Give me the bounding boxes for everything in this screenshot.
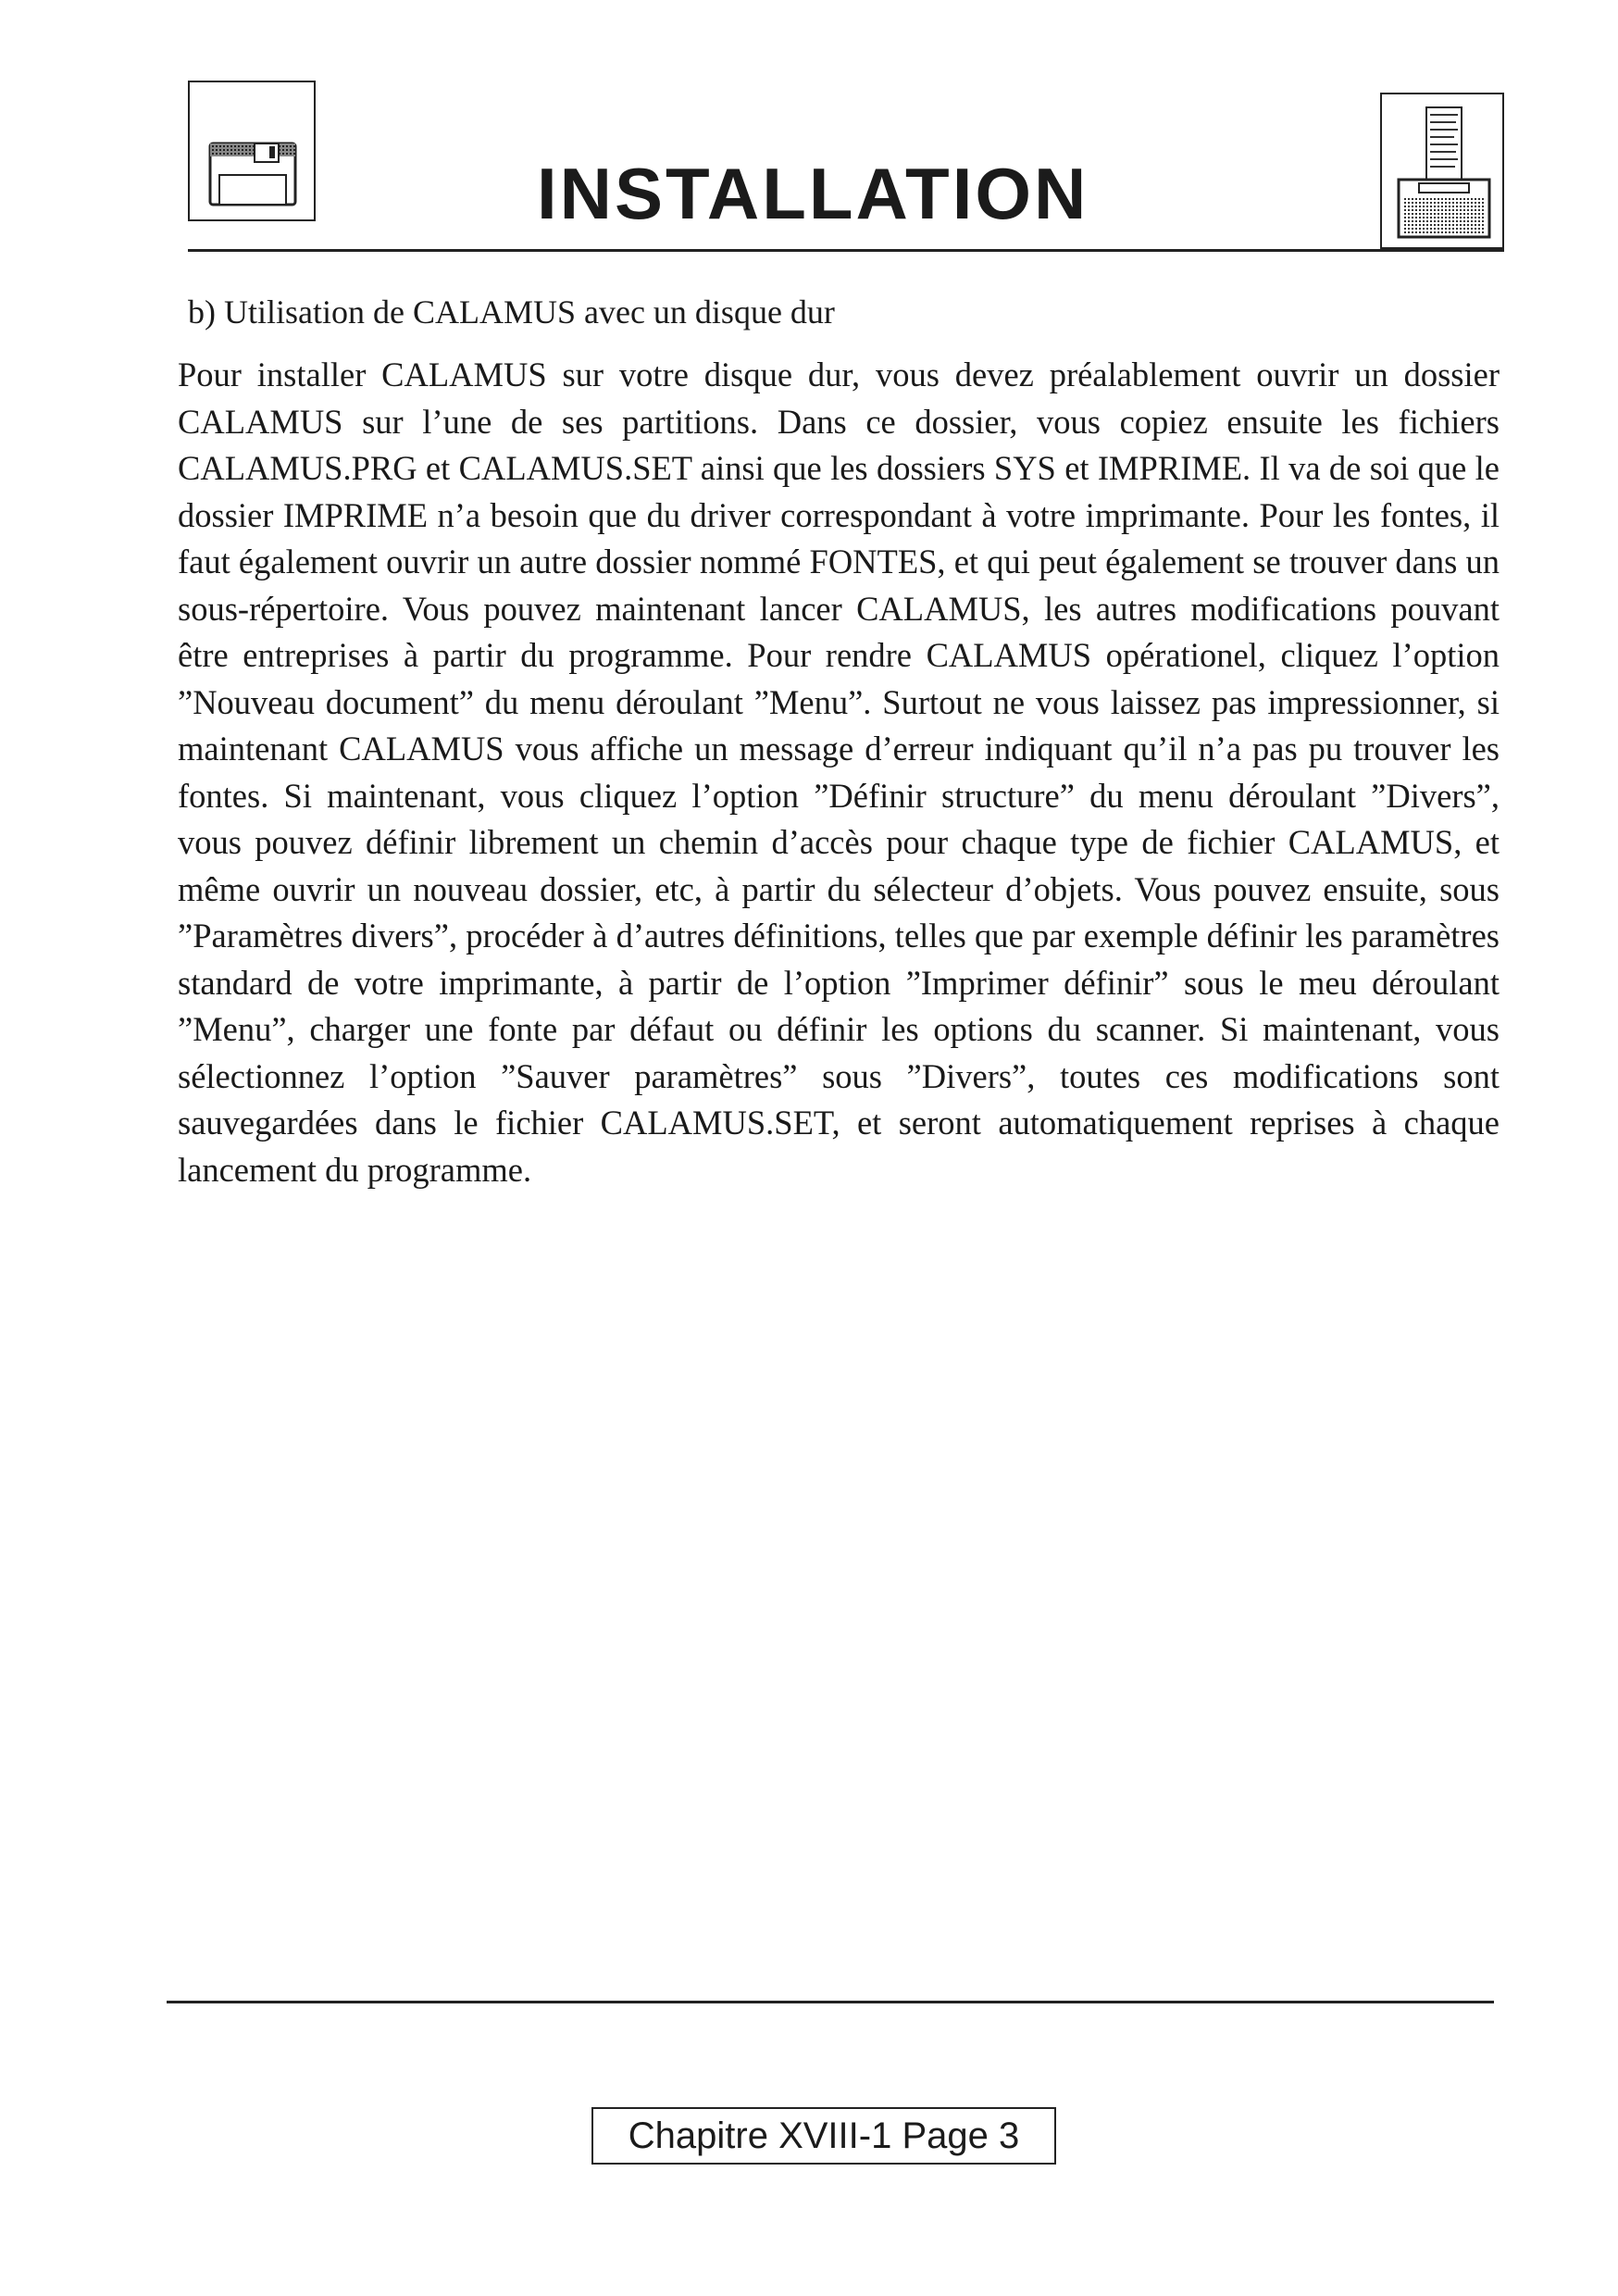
printer-icon-box <box>1380 93 1504 249</box>
page-number-label: Chapitre XVIII-1 Page 3 <box>591 2107 1056 2165</box>
body-paragraph: Pour installer CALAMUS sur votre disque dur, vous devez préalablement ouvrir un dossier CALAMUS sur l’une de ses partitions. Dans ce dossier, vous copiez ensuite les fichiers CALAMUS.PRG et CALAMUS.SET ainsi que les dossiers SYS et IMPRIME. Il va de soi que le dossier IMPRIME n’a besoin que du driver correspondant à votre imprimante. Pour les fontes, il faut également ouvrir un autre dossier nommé FONTES, et qui peut également se trouver dans un sous-répertoire. Vous pouvez maintenant lancer CALAMUS, les autres modifications pouvant être entreprises à partir du programme. Pour rendre CALAMUS opérationel, cliquez l’option ”Nouveau document” du menu déroulant ”Menu”. Surtout ne vous laissez pas impressionner, si maintenant CALAMUS vous affiche un message d’erreur indiquant qu’il n’a pas pu trouver les fontes. Si maintenant, vous cliquez l’option ”Définir structure” du menu déroulant ”Divers”, vous pouvez définir librement un chemin d’accès pour chaque type de fichier CALAMUS, et même ouvrir un nouveau dossier, etc, à partir du sélecteur d’objets. Vous pouvez ensuite, sous ”Paramètres divers”, procéder à d’autres définitions, telles que par exemple définir les paramètres standard de votre imprimante, à partir de l’option ”Imprimer définir” sous le meu déroulant ”Menu”, charger une fonte par défaut ou définir les options du scanner. Si maintenant, vous sélectionnez l’option ”Sauver paramètres” sous ”Divers”, toutes ces modifications sont sauvegardées dans le fichier CALAMUS.SET, et seront automatiquement reprises à chaque lancement du programme. <box>178 356 1500 1189</box>
floppy-disk-icon <box>190 82 314 219</box>
printer-icon <box>1382 94 1502 247</box>
floppy-disk-icon-box <box>188 81 316 221</box>
footer-divider <box>167 2001 1494 2003</box>
section-subheading: b) Utilisation de CALAMUS avec un disque dur <box>188 293 835 331</box>
header-divider <box>188 249 1504 252</box>
page-title: INSTALLATION <box>537 153 1089 234</box>
